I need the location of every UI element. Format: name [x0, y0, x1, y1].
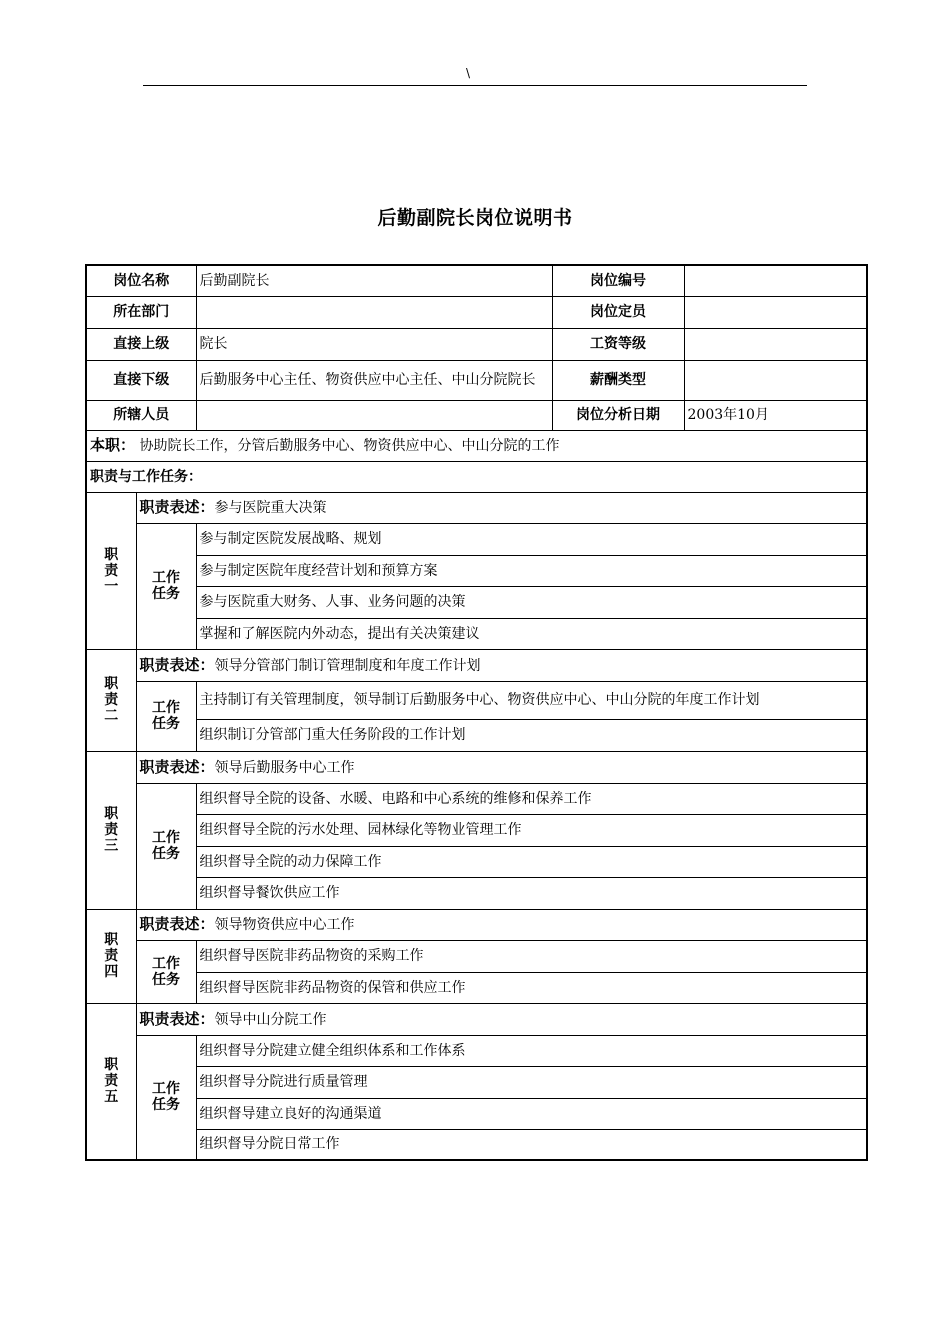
task-row [86, 1066, 867, 1098]
header-rule [143, 85, 807, 86]
info-row [86, 296, 867, 328]
info-row [86, 360, 867, 400]
duty-description [136, 751, 867, 783]
task-item: 参与制定医院发展战略、规划 [196, 523, 867, 555]
duties-header: 职责与工作任务： [86, 461, 867, 492]
label-job-title: 岗位名称 [86, 265, 196, 296]
task-item: 掌握和了解医院内外动态，提出有关决策建议 [196, 618, 867, 649]
task-row [86, 783, 867, 814]
label-job-code: 岗位编号 [552, 265, 684, 296]
description-label: 职责表述： [139, 1009, 215, 1028]
document-title: 后勤副院长岗位说明书 [377, 207, 573, 229]
task-label: 工作 任务 [136, 1035, 196, 1160]
info-row [86, 328, 867, 360]
task-item: 组织制订分管部门重大任务阶段的工作计划 [196, 719, 867, 751]
description-text: 领导物资供应中心工作 [214, 917, 355, 933]
duty-description [136, 649, 867, 681]
label-department: 所在部门 [86, 296, 196, 328]
value-job-code [684, 265, 867, 296]
duty-description-row [86, 909, 867, 940]
duty-name: 职 责 三 [86, 751, 136, 909]
task-row [86, 1129, 867, 1160]
task-row [86, 555, 867, 586]
value-headcount [684, 296, 867, 328]
task-row [86, 618, 867, 649]
task-item: 组织督导分院建立健全组织体系和工作体系 [196, 1035, 867, 1066]
duties-header-row [86, 461, 867, 492]
task-item: 参与制定医院年度经营计划和预算方案 [196, 555, 867, 586]
description-text: 领导中山分院工作 [214, 1011, 327, 1028]
task-row [86, 972, 867, 1003]
label-headcount: 岗位定员 [552, 296, 684, 328]
value-subordinates: 后勤服务中心主任、物资供应中心主任、中山分院院长 [196, 360, 552, 400]
duty-description-row [86, 751, 867, 783]
description-text: 领导后勤服务中心工作 [214, 759, 355, 776]
description-text: 领导分管部门制订管理制度和年度工作计划 [214, 657, 481, 674]
duty-name: 职 责 五 [86, 1003, 136, 1160]
task-row [86, 940, 867, 972]
value-staff [196, 400, 552, 430]
value-analysis-date: 2003年10月 [684, 400, 867, 430]
value-pay-type [684, 360, 867, 400]
task-item: 组织督导分院进行质量管理 [196, 1066, 867, 1098]
main-duty-label: 本职： [90, 436, 136, 454]
task-item: 组织督导全院的设备、水暖、电路和中心系统的维修和保养工作 [196, 783, 867, 814]
task-item: 组织督导全院的污水处理、园林绿化等物业管理工作 [196, 814, 867, 846]
duty-name: 职 责 四 [86, 909, 136, 1003]
duty-name: 职 责 二 [86, 649, 136, 751]
task-row [86, 1035, 867, 1066]
task-label: 工作 任务 [136, 523, 196, 649]
label-superior: 直接上级 [86, 328, 196, 360]
task-row [86, 719, 867, 751]
task-item: 组织督导餐饮供应工作 [196, 877, 867, 909]
task-row [86, 877, 867, 909]
main-duty-text: 协助院长工作，分管后勤服务中心、物资供应中心、中山分院的工作 [139, 438, 560, 454]
description-label: 职责表述： [139, 915, 215, 933]
task-row [86, 523, 867, 555]
label-staff: 所辖人员 [86, 400, 196, 430]
task-label: 工作 任务 [136, 940, 196, 1003]
description-label: 职责表述： [139, 498, 215, 516]
duty-description-row [86, 649, 867, 681]
value-superior: 院长 [196, 328, 552, 360]
label-analysis-date: 岗位分析日期 [552, 400, 684, 430]
main-duty-row [86, 430, 867, 461]
info-row [86, 265, 867, 296]
label-subordinates: 直接下级 [86, 360, 196, 400]
task-label: 工作 任务 [136, 783, 196, 909]
value-job-title: 后勤副院长 [196, 265, 552, 296]
value-department [196, 296, 552, 328]
label-pay-type: 薪酬类型 [552, 360, 684, 400]
value-salary-grade [684, 328, 867, 360]
description-label: 职责表述： [139, 655, 215, 674]
description-text: 参与医院重大决策 [214, 500, 327, 516]
task-item: 组织督导医院非药品物资的采购工作 [196, 940, 867, 972]
task-item: 组织督导医院非药品物资的保管和供应工作 [196, 972, 867, 1003]
task-row [86, 586, 867, 618]
task-label: 工作 任务 [136, 681, 196, 751]
description-label: 职责表述： [139, 757, 215, 776]
task-item: 组织督导建立良好的沟通渠道 [196, 1098, 867, 1129]
duty-name: 职 责 一 [86, 492, 136, 649]
duty-description-row [86, 492, 867, 523]
duty-description [136, 492, 867, 523]
task-item: 参与医院重大财务、人事、业务问题的决策 [196, 586, 867, 618]
header-mark: \ [466, 66, 471, 80]
job-description-table [85, 264, 868, 1161]
task-row [86, 814, 867, 846]
label-salary-grade: 工资等级 [552, 328, 684, 360]
task-row [86, 681, 867, 719]
task-row [86, 1098, 867, 1129]
duty-description [136, 1003, 867, 1035]
duty-description [136, 909, 867, 940]
task-row [86, 846, 867, 877]
task-item: 组织督导分院日常工作 [196, 1129, 867, 1160]
task-item: 组织督导全院的动力保障工作 [196, 846, 867, 877]
info-row [86, 400, 867, 430]
task-item: 主持制订有关管理制度，领导制订后勤服务中心、物资供应中心、中山分院的年度工作计划 [196, 681, 867, 719]
duty-description-row [86, 1003, 867, 1035]
main-duty-cell [86, 430, 867, 461]
